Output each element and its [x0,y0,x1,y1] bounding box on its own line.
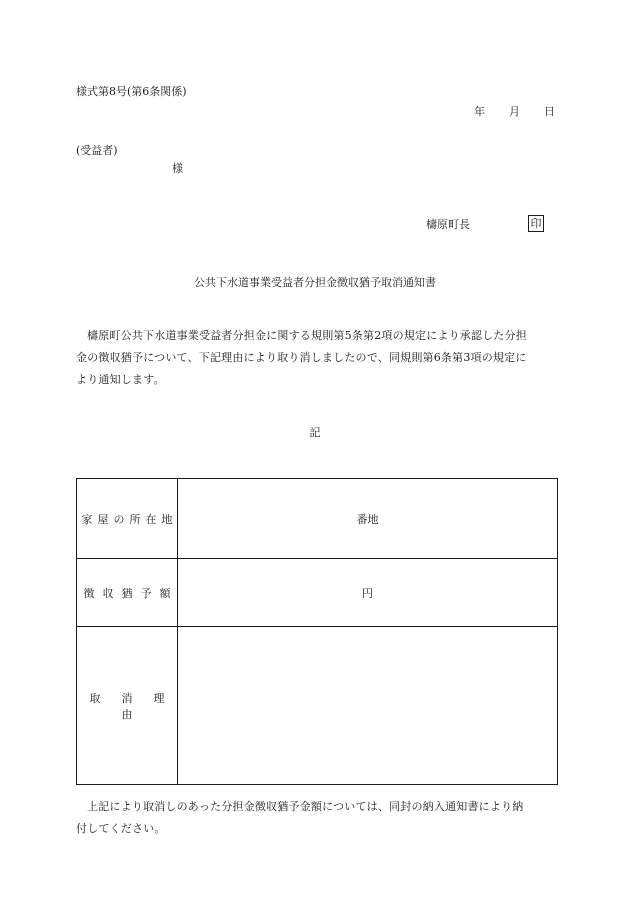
body-line-2: 金の徴収猶予について、下記理由により取り消しましたので、同規則第6条第3項の規定に [76,351,527,364]
document-title: 公共下水道事業受益者分担金徴収猶予取消通知書 [194,276,436,289]
footer-line-1: 上記により取消しのあった分担金徴収猶予金額については、同封の納入通知書により納 [87,800,524,813]
date-month: 月 [509,105,520,118]
table-row [77,479,558,559]
row-value-amount: 円 [178,559,558,627]
body-line-1: 檮原町公共下水道事業受益者分担金に関する規則第5条第2項の規定により承認した分担 [87,329,527,342]
row-value-reason [178,627,558,785]
form-number: 様式第8号(第6条関係) [76,85,187,98]
detail-table [76,478,558,785]
recipient-label: (受益者) [76,144,118,157]
row-label-location: 家屋の所在地 [77,479,178,559]
footer-line-2: 付してください。 [76,822,166,835]
table-row [77,627,558,785]
recipient-honorific: 様 [172,162,183,175]
issuer-name: 檮原町長 [426,218,470,231]
date-day: 日 [544,105,555,118]
row-label-amount: 徴収猶予額 [77,559,178,627]
date-year: 年 [474,105,485,118]
ki-heading: 記 [309,426,321,439]
body-line-3: より通知します。 [76,373,165,386]
table-row [77,559,558,627]
seal-mark [528,215,544,232]
seal-label: 印 [528,215,544,232]
row-value-location: 番地 [178,479,558,559]
row-label-reason: 取消理由 [77,627,178,785]
